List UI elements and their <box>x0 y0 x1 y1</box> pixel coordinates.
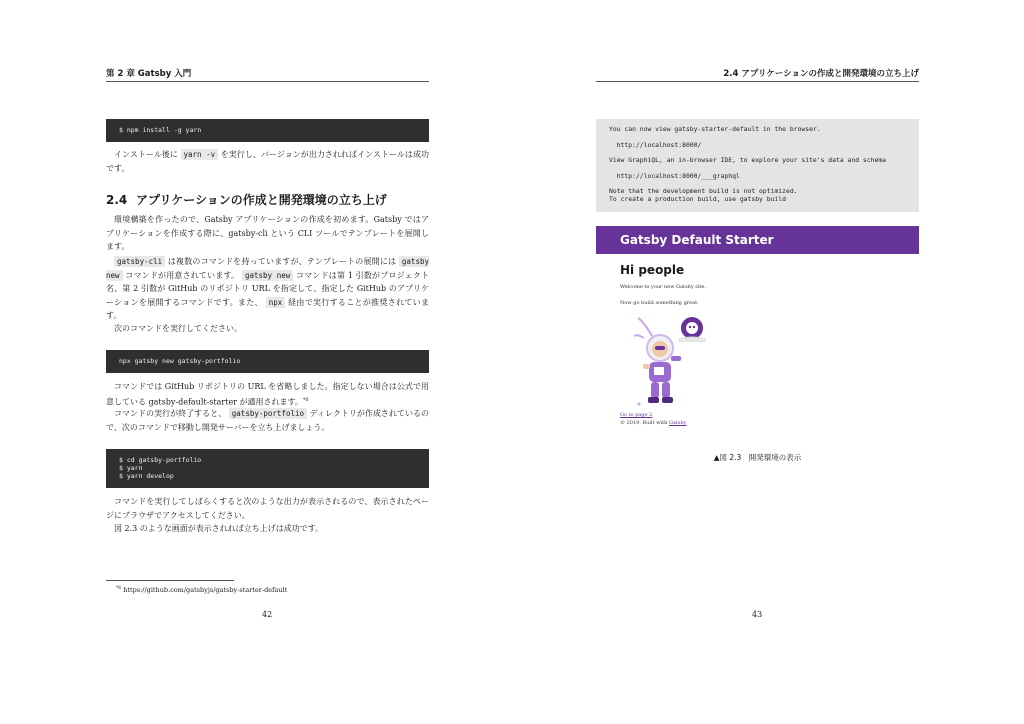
code-block-gatsby-new: npx gatsby new gatsby-portfolio <box>106 350 429 373</box>
running-head-right: 2.4 アプリケーションの作成と開発環境の立ち上げ <box>596 68 919 82</box>
inline-code-gatsby-new-2: gatsby new <box>242 270 293 281</box>
running-head-left: 第 2 章 Gatsby 入門 <box>106 68 429 82</box>
paragraph-run-command: 次のコマンドを実行してください。 <box>114 324 242 333</box>
footnote: $^{*6}$ https://github.com/gatsbyjs/gatsby-starter-default <box>116 586 288 595</box>
gatsby-site-header: Gatsby Default Starter <box>596 226 919 254</box>
section-number: 2.4 <box>106 193 128 207</box>
gatsby-footer-link[interactable]: Gatsby <box>668 420 687 426</box>
inline-code-gatsby-new: gatsby new <box>106 257 429 280</box>
link-page-2[interactable]: Go to page 2 <box>620 412 653 418</box>
inline-code-npx: npx <box>266 297 286 308</box>
page-number-right: 43 <box>752 610 763 619</box>
section-title: アプリケーションの作成と開発環境の立ち上げ <box>136 193 387 207</box>
section-heading <box>106 192 429 208</box>
code-block-yarn-develop: $ cd gatsby-portfolio $ yarn $ yarn develop <box>106 449 429 488</box>
inline-code-gatsby-portfolio: gatsby-portfolio <box>229 408 307 419</box>
footnote-ref: *6 <box>302 396 309 403</box>
gatsby-site-heading: Hi people <box>620 263 685 277</box>
terminal-output: You can now view gatsby-starter-default in the browser. http://localhost:8000/ View GraphiQL, an in-browser IDE, to explore your site's data and schema http://localhost:8000/___graphql Note that the development build is not optimized. To create a production build, use gatsby build <box>596 119 919 212</box>
gatsby-build-text: Now go build something great. <box>620 300 699 306</box>
paragraph-success: 図 2.3 のような画面が表示されれば立ち上げは成功です。 <box>114 524 324 533</box>
code-block-npm-install: $ npm install -g yarn <box>106 119 429 142</box>
right-page <box>596 0 919 724</box>
paragraph-start-dev: コマンドの実行が終了すると、 gatsby-portfolio ディレクトリが作成されているので、次のコマンドで移動し開発サーバーを立ち上げましょう。 <box>106 409 429 432</box>
paragraph-repo-url: コマンドでは GitHub リポジトリの URL を省略しました。指定しない場合は公式で用意している gatsby-default-starter が適用されます。$^{*6}$ <box>106 382 429 407</box>
paragraph-gatsby-cli: gatsby-cli は複数のコマンドを持っていますが、テンプレートの展開には gatsby new コマンドが用意されています。 gatsby new コマンドは第 1 引数がプロジェクト名、第 2 引数が GitHub のリポジトリ URL を指定して、指定した GitHub のアプリケーションを展開するコマンドです。また、 npx 経由で実行することが推奨されています。 <box>106 257 429 320</box>
browser-screenshot <box>596 226 919 434</box>
inline-code-yarn-v: yarn -v <box>181 149 219 160</box>
gatsby-astronaut-illustration <box>634 312 710 408</box>
footnote-rule <box>106 580 234 581</box>
paragraph-install-check: インストール後に yarn -v を実行し、バージョンが出力されればインストールは成功です。 <box>106 150 429 173</box>
inline-code-gatsby-cli: gatsby-cli <box>114 256 165 267</box>
paragraph-access-browser: コマンドを実行してしばらくすると次のような出力が表示されるので、表示されたページにブラウザでアクセスしてください。 <box>106 497 429 520</box>
gatsby-welcome-text: Welcome to your new Gatsby site. <box>620 284 706 290</box>
left-page <box>106 0 429 724</box>
gatsby-footer: © 2019, Built with Gatsby <box>620 420 687 426</box>
figure-caption: ▲図 2.3 開発環境の表示 <box>713 453 802 462</box>
paragraph-environment: 環境構築を作ったので、Gatsby アプリケーションの作成を初めます。Gatsby ではアプリケーションを作成する際に、gatsby-cli という CLI ツールでテンプレートを展開します。 <box>106 215 429 251</box>
page-number-left: 42 <box>262 610 273 619</box>
